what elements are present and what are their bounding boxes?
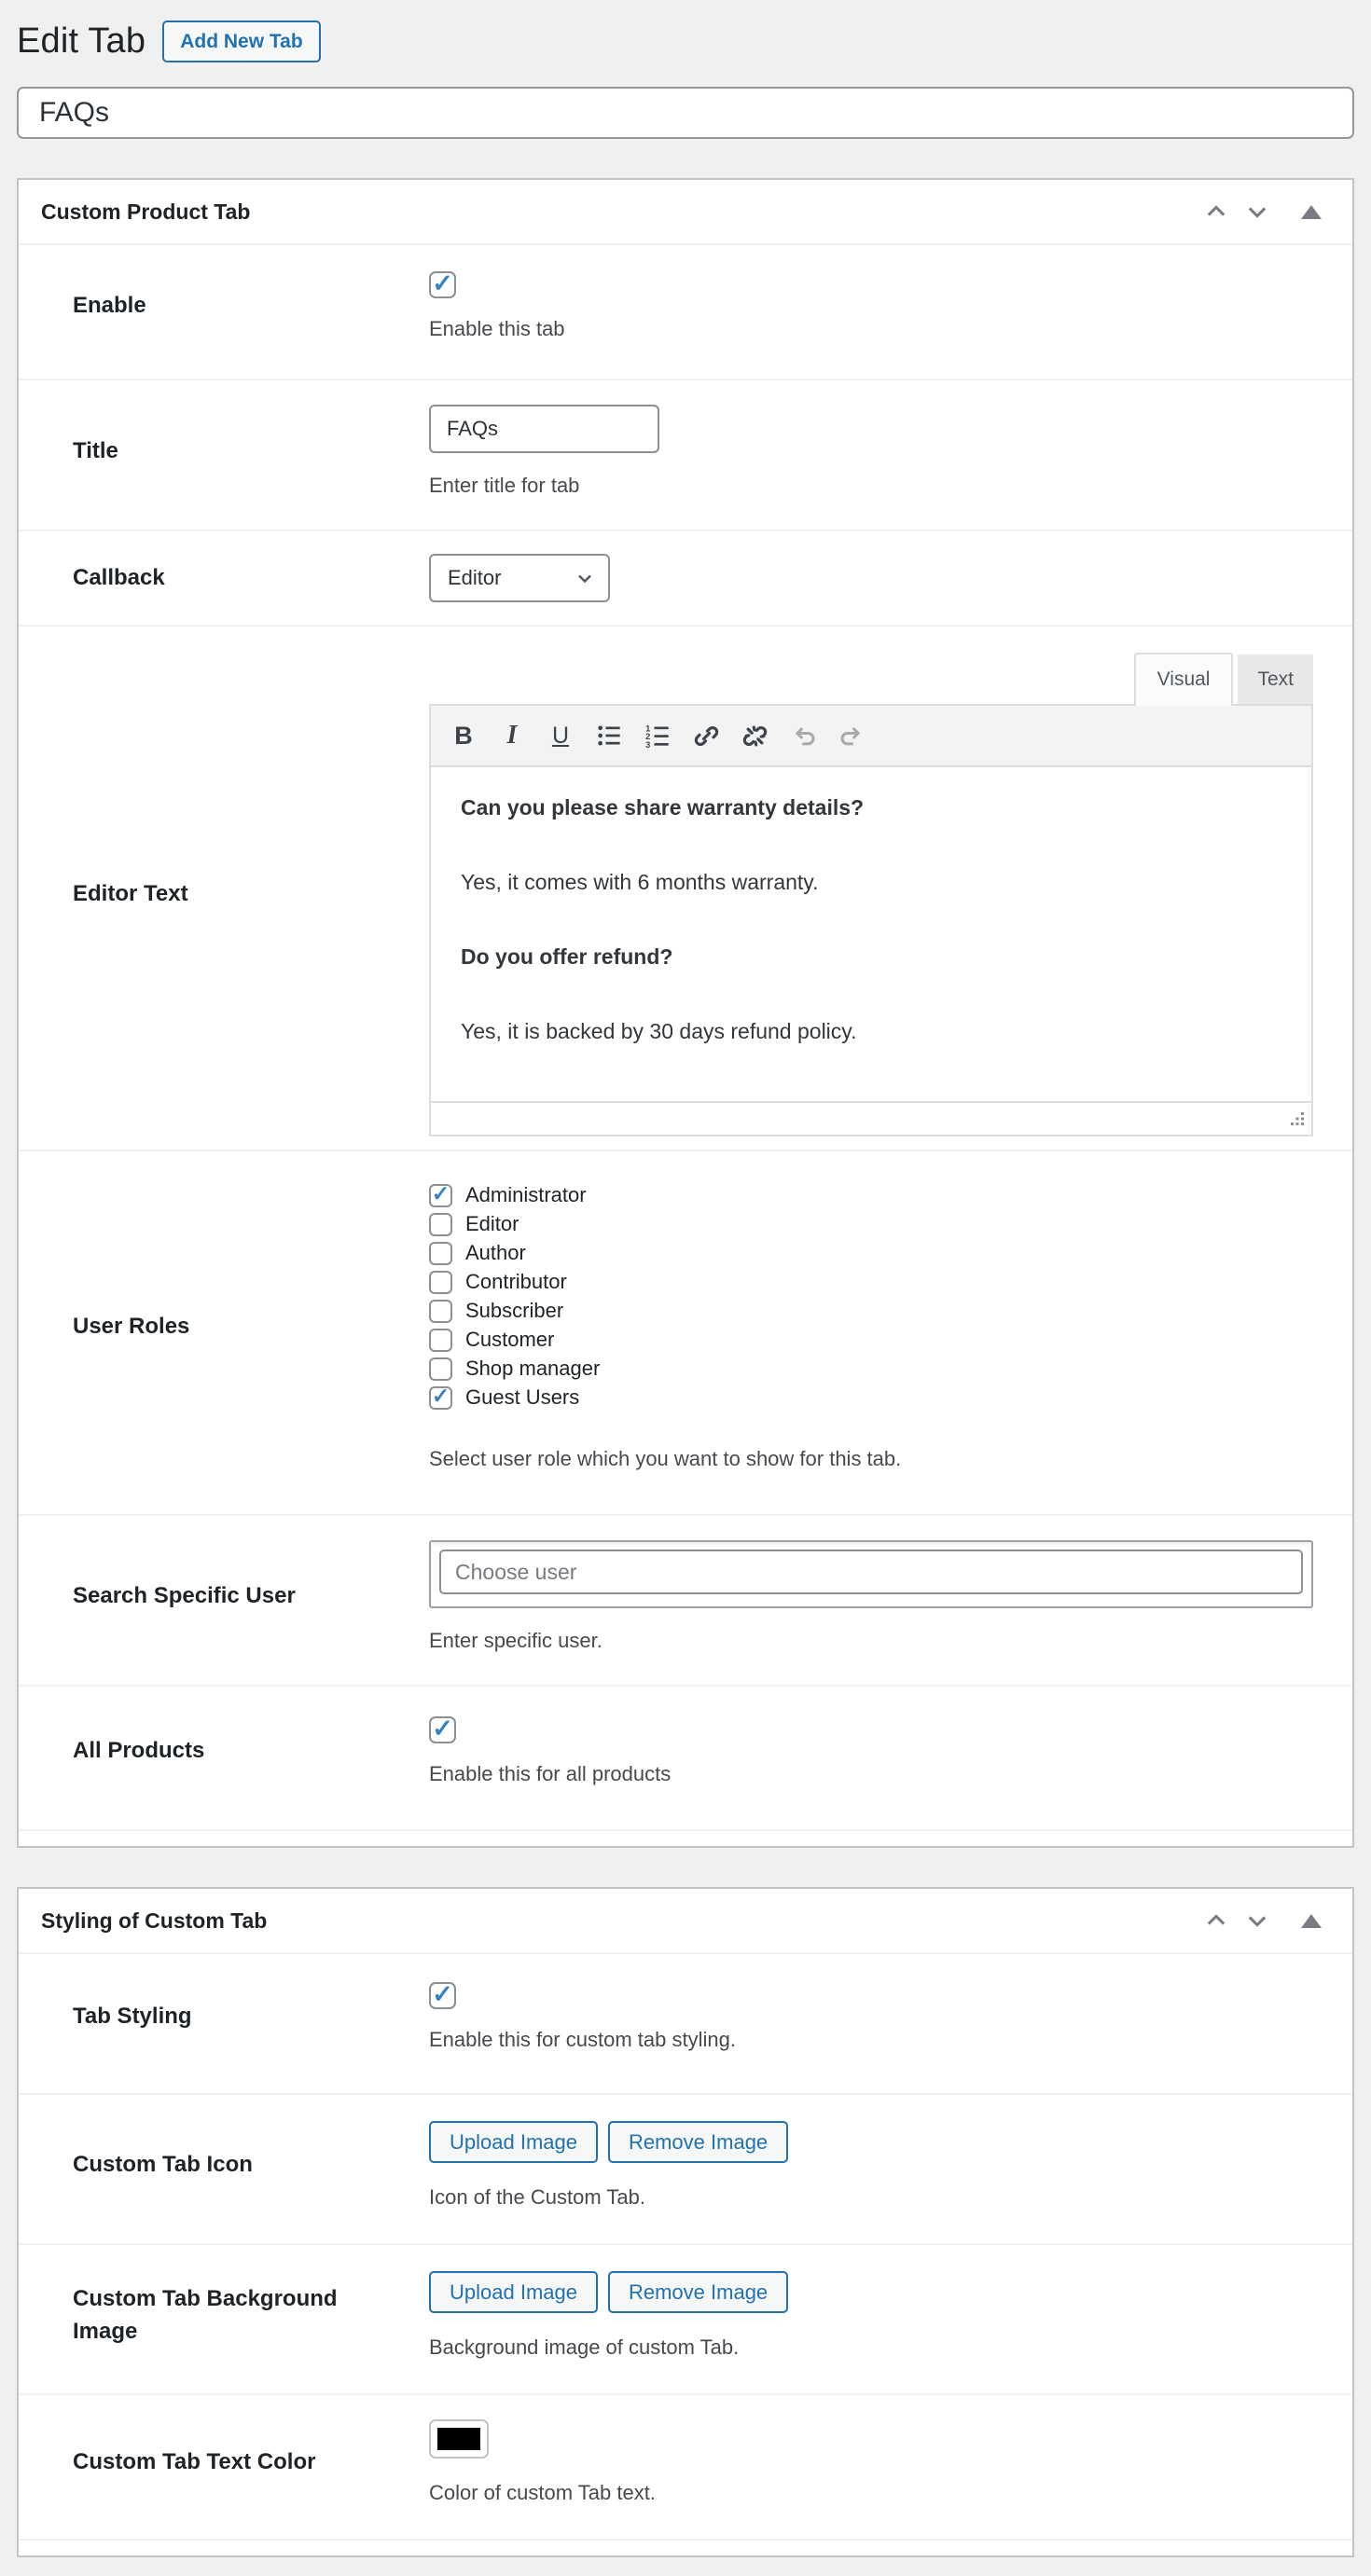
move-up-button[interactable] [1196,191,1237,232]
role-label: Subscriber [465,1299,564,1323]
bold-icon: B [454,721,473,750]
numbered-list-button[interactable] [636,716,679,755]
callback-selected-value: Editor [448,566,502,590]
role-item-subscriber[interactable] [429,1299,1313,1323]
custom-tab-icon-row [19,2093,1352,2243]
svg-text:1: 1 [645,723,651,734]
role-label: Administrator [465,1183,587,1207]
page-title: Edit Tab [17,21,146,62]
choose-user-input[interactable] [439,1550,1303,1594]
all-products-checkbox[interactable] [429,1716,456,1743]
custom-tab-icon-help: Icon of the Custom Tab. [429,2185,645,2210]
move-down-button[interactable] [1237,1900,1278,1941]
metabox-title: Styling of Custom Tab [41,1908,268,1933]
enable-checkbox[interactable] [429,271,456,298]
all-products-label: All Products [73,1738,205,1764]
role-item-customer[interactable] [429,1328,1313,1352]
collapse-toggle-button[interactable] [1291,191,1332,232]
move-up-button[interactable] [1196,1900,1237,1941]
handle-actions [1196,1900,1332,1941]
callback-row [19,530,1352,625]
search-user-help: Enter specific user. [429,1629,602,1653]
italic-icon: I [506,721,518,751]
editor-paragraph: Do you offer refund? [461,944,673,970]
remove-image-button[interactable]: Remove Image [608,2121,788,2163]
editor-label: Editor Text [73,881,188,907]
move-down-button[interactable] [1237,191,1278,232]
role-checkbox[interactable] [429,1213,452,1236]
enable-row [19,245,1352,379]
role-label: Guest Users [465,1385,580,1410]
title-label: Title [73,437,118,463]
custom-tab-icon-label: Custom Tab Icon [73,2152,253,2178]
custom-tab-background-label: Custom Tab Background Image [73,2286,338,2344]
custom-tab-text-color-label: Custom Tab Text Color [73,2448,316,2474]
editor-content[interactable] [431,767,1311,1101]
bullet-list-icon [596,723,622,749]
custom-tab-background-help: Background image of custom Tab. [429,2335,740,2360]
triangle-up-icon [1301,1914,1322,1928]
editor-row [19,625,1352,1150]
user-roles-row [19,1150,1352,1514]
editor-paragraph: Yes, it is backed by 30 days refund policy. [461,1019,857,1044]
user-select-container[interactable] [429,1540,1313,1608]
chevron-up-icon [1203,1908,1229,1934]
role-item-editor[interactable] [429,1212,1313,1236]
all-products-help: Enable this for all products [429,1762,672,1786]
underline-button[interactable] [539,716,582,755]
triangle-up-icon [1301,205,1322,219]
metabox-body [19,1954,1352,2555]
tab-styling-help: Enable this for custom tab styling. [429,2028,736,2052]
editor-resize-handle[interactable] [1288,1109,1307,1128]
role-label: Customer [465,1328,555,1352]
classic-editor [429,704,1313,1136]
enable-help: Enable this tab [429,317,565,341]
editor-toolbar [431,706,1311,767]
search-user-row [19,1514,1352,1685]
role-item-administrator[interactable] [429,1183,1313,1207]
role-label: Author [465,1241,526,1265]
tab-visual[interactable]: Visual [1134,653,1234,706]
user-roles-help: Select user role which you want to show for this tab. [429,1447,902,1471]
handle-actions [1196,191,1332,232]
link-icon [693,723,720,750]
metabox-title: Custom Product Tab [41,199,251,224]
tab-name-input[interactable] [17,87,1354,139]
tab-styling-row [19,1954,1352,2093]
chevron-down-icon [1244,199,1270,225]
resize-grip-icon [1288,1109,1307,1128]
upload-image-button[interactable]: Upload Image [429,2121,598,2163]
unlink-icon [741,723,769,750]
custom-tab-text-color-help: Color of custom Tab text. [429,2481,656,2505]
tab-styling-label: Tab Styling [73,2004,192,2030]
tab-styling-checkbox[interactable] [429,1982,456,2009]
redo-icon [838,723,866,750]
undo-button[interactable] [782,716,824,755]
role-item-guest-users[interactable] [429,1385,1313,1410]
upload-image-button[interactable]: Upload Image [429,2271,598,2313]
add-new-tab-button[interactable]: Add New Tab [162,21,320,62]
enable-label: Enable [73,293,146,319]
collapse-toggle-button[interactable] [1291,1900,1332,1941]
metabox-header [19,1889,1352,1954]
callback-label: Callback [73,564,165,590]
numbered-list-icon [644,723,671,749]
role-label: Editor [465,1212,519,1236]
color-picker-button[interactable] [429,2419,489,2459]
custom-tab-background-row [19,2243,1352,2393]
remove-image-button[interactable]: Remove Image [608,2271,788,2313]
role-item-author[interactable] [429,1241,1313,1265]
role-checkbox[interactable] [429,1386,452,1410]
svg-text:2: 2 [645,732,651,742]
metabox-body [19,245,1352,1846]
page-header [17,21,1354,62]
bold-button[interactable] [442,716,485,755]
role-checkbox[interactable] [429,1271,452,1294]
custom-tab-text-color-row [19,2393,1352,2541]
role-label: Contributor [465,1270,567,1294]
custom-product-tab-metabox [17,178,1354,1848]
underline-icon: U [551,722,570,749]
user-roles-list [429,1183,1313,1410]
all-products-row [19,1685,1352,1831]
role-checkbox[interactable] [429,1184,452,1207]
editor-paragraph: Can you please share warranty details? [461,795,865,820]
search-user-label: Search Specific User [73,1583,296,1609]
role-checkbox[interactable] [429,1357,452,1381]
editor-mode-tabs [429,653,1313,704]
redo-button[interactable] [830,716,873,755]
callback-select[interactable] [429,554,610,602]
metabox-header [19,180,1352,245]
user-roles-label: User Roles [73,1314,190,1340]
role-label: Shop manager [465,1357,601,1381]
remove-link-button[interactable] [733,716,776,755]
bullet-list-button[interactable] [588,716,630,755]
italic-button[interactable] [491,716,533,755]
role-checkbox[interactable] [429,1242,452,1265]
role-item-shop-manager[interactable] [429,1357,1313,1381]
chevron-down-icon [574,567,596,589]
chevron-up-icon [1203,199,1229,225]
role-checkbox[interactable] [429,1329,452,1352]
title-help: Enter title for tab [429,474,580,498]
title-row [19,379,1352,530]
editor-statusbar [431,1101,1311,1135]
color-swatch [437,2428,480,2450]
insert-link-button[interactable] [685,716,727,755]
chevron-down-icon [1244,1908,1270,1934]
tab-title-input[interactable] [429,405,659,453]
styling-metabox [17,1887,1354,2557]
tab-text[interactable]: Text [1238,654,1313,704]
role-item-contributor[interactable] [429,1270,1313,1294]
editor-paragraph: Yes, it comes with 6 months warranty. [461,870,819,895]
undo-icon [790,723,817,750]
role-checkbox[interactable] [429,1300,452,1323]
svg-text:3: 3 [645,740,651,750]
